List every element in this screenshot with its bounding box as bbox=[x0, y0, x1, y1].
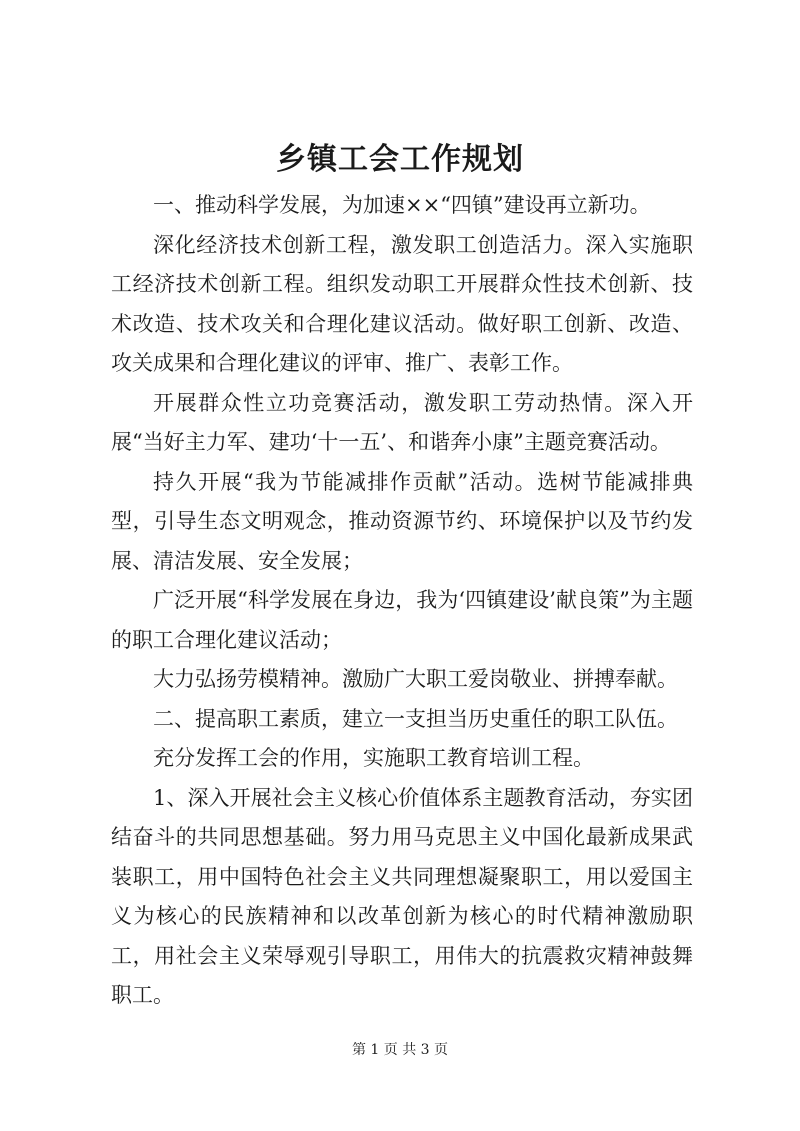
paragraph: 开展群众性立功竞赛活动，激发职工劳动热情。深入开展“当好主力军、建功‘十一五’、和谐奔小康”主题竞赛活动。 bbox=[111, 390, 693, 454]
page-number-footer: 第 1 页 共 3 页 bbox=[351, 1042, 449, 1058]
paragraph: 持久开展“我为节能减排作贡献”活动。选树节能减排典型，引导生态文明观念，推动资源节约、环境保护以及节约发展、清洁发展、安全发展； bbox=[111, 469, 693, 573]
paragraph: 广泛开展“科学发展在身边，我为‘四镇建设’献良策”为主题的职工合理化建议活动； bbox=[111, 588, 693, 652]
paragraph: 1、深入开展社会主义核心价值体系主题教育活动，夯实团结奋斗的共同思想基础。努力用马克思主义中国化最新成果武装职工，用中国特色社会主义共同理想凝聚职工，用以爱国主义为核心的民族精神和以改革创新为核心的时代精神激励职工，用社会主义荣辱观引导职工，用伟大的抗震救灾精神鼓舞职工。 bbox=[111, 785, 693, 1007]
paragraph: 一、推动科学发展，为加速××“四镇”建设再立新功。 bbox=[153, 193, 651, 217]
page-title: 乡镇工会工作规划 bbox=[276, 142, 524, 177]
document-body bbox=[111, 186, 693, 1016]
paragraph: 充分发挥工会的作用，实施职工教育培训工程。 bbox=[153, 746, 594, 770]
paragraph: 深化经济技术创新工程，激发职工创造活力。深入实施职工经济技术创新工程。组织发动职工开展群众性技术创新、技术改造、技术攻关和合理化建议活动。做好职工创新、改造、攻关成果和合理化建议的评审、推广、表彰工作。 bbox=[111, 232, 693, 375]
paragraph: 二、提高职工素质，建立一支担当历史重任的职工队伍。 bbox=[153, 706, 678, 731]
paragraph: 大力弘扬劳模精神。激励广大职工爱岗敬业、拼搏奉献。 bbox=[153, 667, 678, 691]
